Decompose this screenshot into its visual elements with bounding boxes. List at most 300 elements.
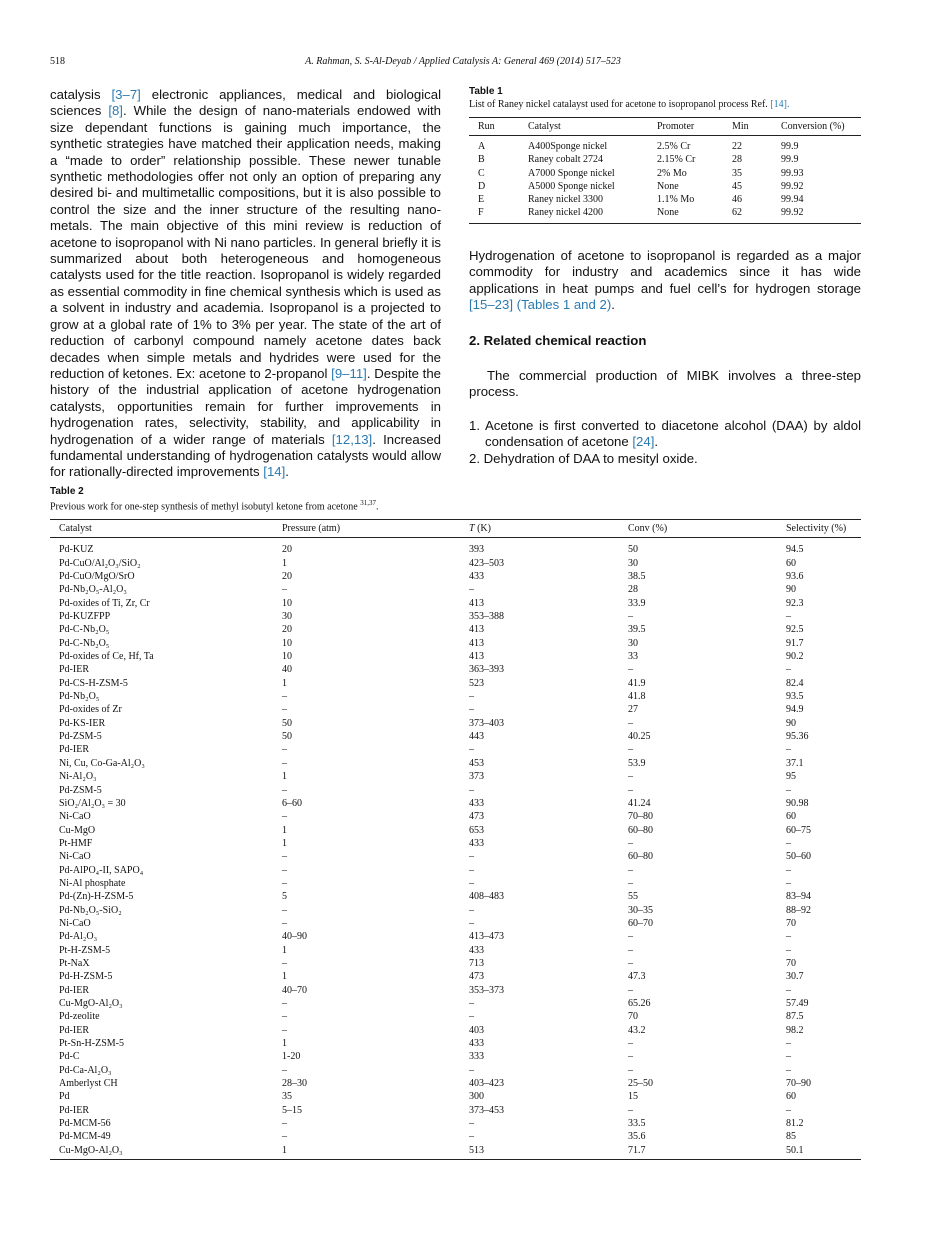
left-paragraph-citation[interactable]: [12,13] xyxy=(331,431,373,447)
table-2-cell: Pd-ZSM-5 xyxy=(59,731,102,743)
table-2-cell: 10 xyxy=(282,651,292,663)
table-2-cell: – xyxy=(628,784,633,796)
table-2-cell: 95.36 xyxy=(786,731,809,743)
table-2-cell: 70 xyxy=(786,917,796,929)
list-item-citation[interactable]: [24] xyxy=(632,434,655,450)
table-2-cell: – xyxy=(469,784,474,796)
table-2-cell: – xyxy=(469,584,474,596)
table-1-column-header: Run xyxy=(478,121,495,132)
left-paragraph-text: catalysis xyxy=(50,87,112,102)
table-2-cell: – xyxy=(786,1038,791,1050)
table-2-cell: Pt-NaX xyxy=(59,957,90,969)
table-2-row xyxy=(50,538,861,557)
table-2-cell: 50 xyxy=(282,717,292,729)
table-2-cell: – xyxy=(282,784,287,796)
table-2-cell: – xyxy=(282,811,287,823)
table-2-cell: – xyxy=(469,851,474,863)
table-1-cell: Raney cobalt 2724 xyxy=(528,154,603,166)
table-2-row xyxy=(50,663,861,676)
table-2-cell: 20 xyxy=(282,624,292,636)
table-2-cell: 35 xyxy=(282,1091,292,1103)
table-2-row xyxy=(50,810,861,823)
table-2-cell: 95 xyxy=(786,771,796,783)
table-2-cell: 363–393 xyxy=(469,664,504,676)
page-number: 518 xyxy=(50,56,65,67)
table-2-column-header: Selectivity (%) xyxy=(786,523,847,535)
table-2-cell: Pt-Sn-H-ZSM-5 xyxy=(59,1038,125,1050)
table-1-grid xyxy=(469,117,861,224)
table-2-row xyxy=(50,864,861,877)
table-1-cell: 2% Mo xyxy=(657,167,687,179)
table-1-cell: 22 xyxy=(732,141,742,152)
table-2-cell: 333 xyxy=(469,1051,484,1063)
table-2-row xyxy=(50,1050,861,1063)
table-2-cell: – xyxy=(469,1118,474,1130)
table-1-column-header: Min xyxy=(732,121,749,132)
table-2-cell: 38.5 xyxy=(628,571,646,583)
table-2-row xyxy=(50,797,861,810)
table-2-cell: 83–94 xyxy=(786,891,811,903)
table-2-header-row xyxy=(50,520,861,538)
table-2-cell: – xyxy=(469,691,474,703)
table-2-cell: 94.5 xyxy=(786,544,804,556)
left-paragraph-text: . Despite the history of the industrial application of acetone hydrogenation catalysts, opportunities remain for further improvements in hydrogenation rates, selectivity, stability, and applicability in hydrogenation of a wider range of materials xyxy=(50,365,441,447)
table-2-cell: 40 xyxy=(282,664,292,676)
table-2-cell: 35.6 xyxy=(628,1131,646,1143)
table-2-caption-text: Previous work for one-step synthesis of methyl isobutyl ketone from acetone xyxy=(50,501,361,513)
table-2-cell: – xyxy=(469,1064,474,1076)
table-1-cell: 99.92 xyxy=(781,207,804,219)
table-2-cell: 423–503 xyxy=(469,557,504,569)
table-2-row xyxy=(50,997,861,1010)
numbered-list xyxy=(469,418,861,467)
list-item-text: 1. Acetone is first converted to diacetone alcohol (DAA) by aldol condensation of acetone xyxy=(469,417,861,450)
table-2-cell: 393 xyxy=(469,544,484,556)
table-2-row xyxy=(50,957,861,970)
table-2-cell: – xyxy=(786,611,791,623)
table-2-cell: Pd-IER xyxy=(59,664,89,676)
table-2-cell: Pd-(Zn)-H-ZSM-5 xyxy=(59,891,134,903)
table-2-cell: 60 xyxy=(786,1091,796,1103)
table-2-cell: 433 xyxy=(469,1038,484,1050)
table-2-cell: – xyxy=(469,744,474,756)
table-2-row xyxy=(50,650,861,663)
table-2-label: Table 2 xyxy=(50,486,84,497)
table-2-cell: – xyxy=(469,877,474,889)
table-1-cell: Raney nickel 3300 xyxy=(528,194,603,206)
table-2-cell: – xyxy=(282,704,287,716)
table-2-cell: 47.3 xyxy=(628,971,646,983)
table-2-cell: – xyxy=(628,744,633,756)
table-1-column-header: Catalyst xyxy=(528,121,561,132)
table-2-cell: 39.5 xyxy=(628,624,646,636)
table-2-cell: – xyxy=(282,851,287,863)
table-2-cell: – xyxy=(282,757,287,769)
table-1-row xyxy=(469,136,861,154)
table-2-cell: 82.4 xyxy=(786,677,804,689)
table-2-row xyxy=(50,690,861,703)
table-2-cell: – xyxy=(469,917,474,929)
table-2-cell: – xyxy=(786,984,791,996)
table-2-row xyxy=(50,904,861,917)
table-1-row xyxy=(469,167,861,180)
table-2-cell: 93.5 xyxy=(786,691,804,703)
table-1-row xyxy=(469,193,861,206)
left-paragraph-citation[interactable]: [3–7] xyxy=(111,87,141,102)
table-2-column-header: Conv (%) xyxy=(628,523,668,535)
list-item-text: 2. Dehydration of DAA to mesityl oxide. xyxy=(469,450,698,466)
table-2-row xyxy=(50,1090,861,1103)
table-2-row xyxy=(50,743,861,756)
table-2-cell: 1 xyxy=(282,677,287,689)
table-2-cell: 90.2 xyxy=(786,651,804,663)
table-2-cell: 373 xyxy=(469,771,484,783)
table-2-cell: 30 xyxy=(628,637,638,649)
table-2-cell: 373–453 xyxy=(469,1104,504,1116)
table-2-cell: 41.8 xyxy=(628,691,646,703)
table-2-cell: – xyxy=(282,1064,287,1076)
left-paragraph-citation[interactable]: [9–11] xyxy=(331,365,367,381)
table-2-cell: 81.2 xyxy=(786,1118,804,1130)
table-2-cell: 50–60 xyxy=(786,851,811,863)
table-2-cell: Pd-ZSM-5 xyxy=(59,784,102,796)
table-2-cell: – xyxy=(282,1118,287,1130)
table-2-cell: Pd-KUZ xyxy=(59,544,94,556)
table-2-cell: 653 xyxy=(469,824,484,836)
table-2-row xyxy=(50,730,861,743)
table-2-cell: 1-20 xyxy=(282,1051,301,1063)
table-2-row xyxy=(50,703,861,716)
table-2-cell: – xyxy=(282,584,287,596)
table-2-cell: 28 xyxy=(628,584,638,596)
table-2-cell: 40–70 xyxy=(282,984,307,996)
left-paragraph-text: . While the design of nano-materials endowed with size dependant functions is gaining much importance, the synthetic strategies have matched their application needs, making a “made to order” relationship possible. These newer tunable synthetic methodologies offer not only an option of preparing any desired bi- and multimetallic compositions, but it is also possible to control the size and the inner structure of the resulting nano-metals. The main objective of this mini review is reduction of acetone to isopropanol with Ni nano particles. In general briefly it is summarized about both heterogeneous and homogeneous catalysts used for the title reaction. Isopropanol is widely regarded as essential commodity in fine chemical synthesis which is used as a solvent in industry and academia. Isopropanol is a projected to grow at a global rate of 1% to 3% per year. The state of the art of reduction of carbonyl compound namely acetone dates back decades when simple metals and hydrides were used for the reduction of ketones. Ex: acetone to 2-propanol xyxy=(50,103,441,381)
table-2-cell: – xyxy=(282,864,287,876)
table-2-cell: Cu-MgO xyxy=(59,824,96,836)
table-2-cell: 50.1 xyxy=(786,1144,804,1156)
table-2-cell: Pd-Nb₂O₅ xyxy=(59,691,100,703)
table-2-cell: Pd-H-ZSM-5 xyxy=(59,971,113,983)
left-paragraph-text: . Increased fundamental understanding of hydrogenation catalysts would allow for rationally-directed improvements xyxy=(50,431,441,480)
table-2-row xyxy=(50,1117,861,1130)
table-1-cell: 99.9 xyxy=(781,141,799,152)
table-2-cell: 60–70 xyxy=(628,917,653,929)
table-2-body xyxy=(50,538,861,1160)
table-1-cell: 62 xyxy=(732,207,742,219)
table-2-cell: – xyxy=(628,984,633,996)
table-2-cell: – xyxy=(282,1131,287,1143)
table-2-cell: – xyxy=(469,1011,474,1023)
table-2-cell: 413–473 xyxy=(469,931,504,943)
table-2-cell: SiO₂/Al₂O₃ = 30 xyxy=(59,797,126,809)
table-2-cell: 1 xyxy=(282,1038,287,1050)
table-2-cell: Pd-IER xyxy=(59,984,89,996)
table-1-cell: 99.92 xyxy=(781,180,804,192)
table-2-cell: 90.98 xyxy=(786,797,809,809)
table-2-row xyxy=(50,1037,861,1050)
table-2-cell: – xyxy=(282,904,287,916)
table-2-cell: – xyxy=(786,944,791,956)
table-1-cell: F xyxy=(478,207,484,219)
table-1-cell: Raney nickel 4200 xyxy=(528,207,603,219)
table-1 xyxy=(469,86,861,224)
table-2-cell: 60–80 xyxy=(628,851,653,863)
table-2-cell: 413 xyxy=(469,637,484,649)
table-2-cell: – xyxy=(786,664,791,676)
table-2-cell: 453 xyxy=(469,757,484,769)
table-2-cell: – xyxy=(786,877,791,889)
table-2-cell: Pd-KS-IER xyxy=(59,717,106,729)
table-1-cell: None xyxy=(657,180,679,192)
table-1-cell: A5000 Sponge nickel xyxy=(528,180,615,192)
table-2-cell: 87.5 xyxy=(786,1011,804,1023)
table-2-cell: 433 xyxy=(469,571,484,583)
table-2-row xyxy=(50,970,861,983)
table-2-cell: – xyxy=(282,917,287,929)
table-2-cell: 713 xyxy=(469,957,484,969)
table-2-cell: – xyxy=(469,1131,474,1143)
table-1-cell: 35 xyxy=(732,167,742,179)
table-2-cell: – xyxy=(469,998,474,1010)
table-2-row xyxy=(50,717,861,730)
table-2-cell: – xyxy=(786,931,791,943)
table-1-cell: A7000 Sponge nickel xyxy=(528,167,615,179)
table-2-cell: Pd-IER xyxy=(59,1104,89,1116)
table-2-cell: – xyxy=(282,691,287,703)
table-2-cell: Pt-HMF xyxy=(59,837,93,849)
table-2-cell: 33.5 xyxy=(628,1118,646,1130)
list-item xyxy=(469,418,861,451)
table-1-caption-cite[interactable]: [14]. xyxy=(770,99,790,110)
table-2-cell: – xyxy=(628,1064,633,1076)
table-2-cell: 33 xyxy=(628,651,638,663)
table-2-cell: 70–80 xyxy=(628,811,653,823)
table-2-cell: Pd-IER xyxy=(59,744,89,756)
table-2-cell: 30–35 xyxy=(628,904,653,916)
table-2-cell: 433 xyxy=(469,944,484,956)
table-1-column-header: Promoter xyxy=(657,121,695,132)
table-2-caption: Previous work for one-step synthesis of methyl isobutyl ketone from acetone $^{31,37}$. xyxy=(50,499,379,513)
table-2-cell: Ni-CaO xyxy=(59,811,91,823)
table-2-cell: 5–15 xyxy=(282,1104,302,1116)
table-2-cell: Ni, Cu, Co-Ga-Al₂O₃ xyxy=(59,757,145,769)
table-2-cell: – xyxy=(628,1104,633,1116)
table-2-cell: 41.24 xyxy=(628,797,651,809)
table-2-row xyxy=(50,1144,861,1160)
table-2-cell: 10 xyxy=(282,637,292,649)
table-2-cell: 373–403 xyxy=(469,717,504,729)
table-1-cell: 28 xyxy=(732,154,742,166)
table-1-row xyxy=(469,153,861,166)
table-2-cell: 1 xyxy=(282,1144,287,1156)
left-paragraph-text: electronic appliances, medical and biological sciences xyxy=(50,87,441,119)
table-2-cell: 60–75 xyxy=(786,824,811,836)
table-2-cell: Cu-MgO-Al₂O₃ xyxy=(59,1144,123,1156)
table-2-cell: Pd-oxides of Ti, Zr, Cr xyxy=(59,597,150,609)
table-1-cell: None xyxy=(657,207,679,219)
table-2 xyxy=(50,486,861,1160)
table-2-cell: – xyxy=(786,744,791,756)
table-2-row xyxy=(50,610,861,623)
table-2-cell: 90 xyxy=(786,717,796,729)
table-2-cell: 50 xyxy=(282,731,292,743)
table-2-cell: – xyxy=(628,864,633,876)
table-2-cell: Amberlyst CH xyxy=(59,1078,118,1090)
left-paragraph-citation[interactable]: [14] xyxy=(263,464,286,480)
table-2-cell: 60 xyxy=(786,557,796,569)
table-2-cell: 33.9 xyxy=(628,597,646,609)
table-1-cell: 2.5% Cr xyxy=(657,141,691,152)
table-2-cell: 57.49 xyxy=(786,998,809,1010)
table-2-cell: Pd-CuO/Al₂O₃/SiO₂ xyxy=(59,557,141,569)
table-2-cell: 92.3 xyxy=(786,597,804,609)
table-2-cell: – xyxy=(786,1051,791,1063)
table-2-cell: 443 xyxy=(469,731,484,743)
table-2-column-header: Catalyst xyxy=(59,523,92,535)
table-2-row xyxy=(50,850,861,863)
table-2-grid xyxy=(50,519,861,1160)
table-2-cell: 70 xyxy=(786,957,796,969)
table-2-cell: – xyxy=(628,931,633,943)
table-2-cell: 85 xyxy=(786,1131,796,1143)
table-2-row xyxy=(50,570,861,583)
table-2-cell: – xyxy=(628,944,633,956)
table-2-row xyxy=(50,623,861,636)
table-1-header-row xyxy=(469,118,861,136)
table-1-cell: B xyxy=(478,154,485,166)
table-1-caption xyxy=(469,99,861,110)
table-2-cell: Pt-H-ZSM-5 xyxy=(59,944,111,956)
table-2-cell: – xyxy=(628,1038,633,1050)
left-paragraph-text: . xyxy=(285,464,289,480)
table-2-cell: 433 xyxy=(469,797,484,809)
table-2-cell: – xyxy=(282,998,287,1010)
table-2-cell: – xyxy=(628,957,633,969)
table-2-cell: Pd-MCM-49 xyxy=(59,1131,111,1143)
right-paragraph-text: . xyxy=(611,297,615,313)
table-1-cell: 2.15% Cr xyxy=(657,154,696,166)
table-1-cell: 99.94 xyxy=(781,194,804,206)
table-2-row xyxy=(50,1064,861,1077)
table-2-cell: 523 xyxy=(469,677,484,689)
table-2-cell: 10 xyxy=(282,597,292,609)
table-2-cell: Pd-IER xyxy=(59,1024,89,1036)
right-paragraph-text: Hydrogenation of acetone to isopropanol is regarded as a major commodity for industry and academics since it has wide applications in heat pumps and fuel cell’s for hydrogen storage xyxy=(469,248,861,296)
table-2-cell: 70 xyxy=(628,1011,638,1023)
table-2-cell: Pd-AlPO₄-II, SAPO₄ xyxy=(59,864,144,876)
table-1-body xyxy=(469,136,861,224)
table-1-cell: 45 xyxy=(732,180,742,192)
table-2-cell: 403–423 xyxy=(469,1078,504,1090)
table-2-cell: – xyxy=(282,957,287,969)
table-1-row xyxy=(469,206,861,223)
table-2-cell: 27 xyxy=(628,704,638,716)
table-2-cell: 53.9 xyxy=(628,757,646,769)
table-2-row xyxy=(50,877,861,890)
table-1-cell: C xyxy=(478,167,485,179)
table-2-cell: 91.7 xyxy=(786,637,804,649)
table-2-cell: 30 xyxy=(282,611,292,623)
left-paragraph-citation[interactable]: [8] xyxy=(108,103,123,119)
table-2-cell: 413 xyxy=(469,624,484,636)
table-2-row xyxy=(50,1077,861,1090)
table-2-cell: 353–373 xyxy=(469,984,504,996)
table-2-cell: – xyxy=(628,837,633,849)
table-2-cell: 413 xyxy=(469,651,484,663)
table-1-cell: A400Sponge nickel xyxy=(528,141,608,152)
running-title: A. Rahman, S. S-Al-Deyab / Applied Catalysis A: General 469 (2014) 517–523 xyxy=(305,56,621,67)
table-2-cell: Ni-Al₂O₃ xyxy=(59,771,97,783)
table-2-cell: Ni-CaO xyxy=(59,851,91,863)
table-2-cell: Pd-Nb₂O₅-SiO₂ xyxy=(59,904,122,916)
table-2-row xyxy=(50,583,861,596)
table-1-cell: 46 xyxy=(732,194,742,206)
table-1-cell: 99.93 xyxy=(781,167,804,179)
table-2-cell: 408–483 xyxy=(469,891,504,903)
table-2-caption-sup: 31,37 xyxy=(360,499,376,507)
table-2-cell: – xyxy=(282,1011,287,1023)
table-2-cell: 1 xyxy=(282,771,287,783)
table-2-cell: 1 xyxy=(282,971,287,983)
table-2-cell: 71.7 xyxy=(628,1144,646,1156)
table-2-cell: Pd-C-Nb₂O₅ xyxy=(59,637,110,649)
table-2-cell: – xyxy=(786,864,791,876)
table-2-row xyxy=(50,637,861,650)
table-2-cell: Pd-CuO/MgO/SrO xyxy=(59,571,135,583)
table-2-cell: 1 xyxy=(282,557,287,569)
table-2-row xyxy=(50,1010,861,1023)
table-2-cell: Pd-MCM-56 xyxy=(59,1118,111,1130)
table-2-cell: 40–90 xyxy=(282,931,307,943)
right-paragraph-citation[interactable]: [15–23] xyxy=(469,297,513,313)
table-2-row xyxy=(50,890,861,903)
table-2-cell: – xyxy=(786,784,791,796)
table-2-cell: 5 xyxy=(282,891,287,903)
table-2-cell: 473 xyxy=(469,811,484,823)
left-paragraph xyxy=(50,87,441,481)
table-2-column-header: T (K) xyxy=(469,523,491,535)
table-2-cell: 20 xyxy=(282,544,292,556)
table-2-row xyxy=(50,984,861,997)
table-2-cell: 6–60 xyxy=(282,797,302,809)
table-2-cell: 60–80 xyxy=(628,824,653,836)
table-2-cell: 90 xyxy=(786,584,796,596)
table-1-cell: E xyxy=(478,194,485,206)
list-item-text: . xyxy=(654,434,659,450)
table-2-cell: – xyxy=(628,664,633,676)
table-2-cell: 88–92 xyxy=(786,904,811,916)
table-2-cell: – xyxy=(786,1104,791,1116)
table-2-cell: 92.5 xyxy=(786,624,804,636)
table-2-cell: Cu-MgO-Al₂O₃ xyxy=(59,998,123,1010)
table-2-row xyxy=(50,597,861,610)
table-2-cell: Pd-Al₂O₃ xyxy=(59,931,98,943)
table-2-row xyxy=(50,917,861,930)
table-2-row xyxy=(50,770,861,783)
table-1-caption-text: List of Raney nickel catalayst used for acetone to isopropanol process Ref. xyxy=(469,99,771,110)
table-2-cell: 40.25 xyxy=(628,731,651,743)
table-2-row xyxy=(50,677,861,690)
table-2-cell: 37.1 xyxy=(786,757,804,769)
table-2-cell: – xyxy=(786,837,791,849)
table-2-cell: Pd-zeolite xyxy=(59,1011,100,1023)
table-2-cell: Pd-Nb₂O₅-Al₂O₃ xyxy=(59,584,127,596)
right-paragraph-citation[interactable]: (Tables 1 and 2) xyxy=(516,297,612,313)
table-2-cell: 70–90 xyxy=(786,1078,811,1090)
table-2-cell: 403 xyxy=(469,1024,484,1036)
table-2-cell: 25–50 xyxy=(628,1078,653,1090)
table-2-cell: – xyxy=(628,717,633,729)
